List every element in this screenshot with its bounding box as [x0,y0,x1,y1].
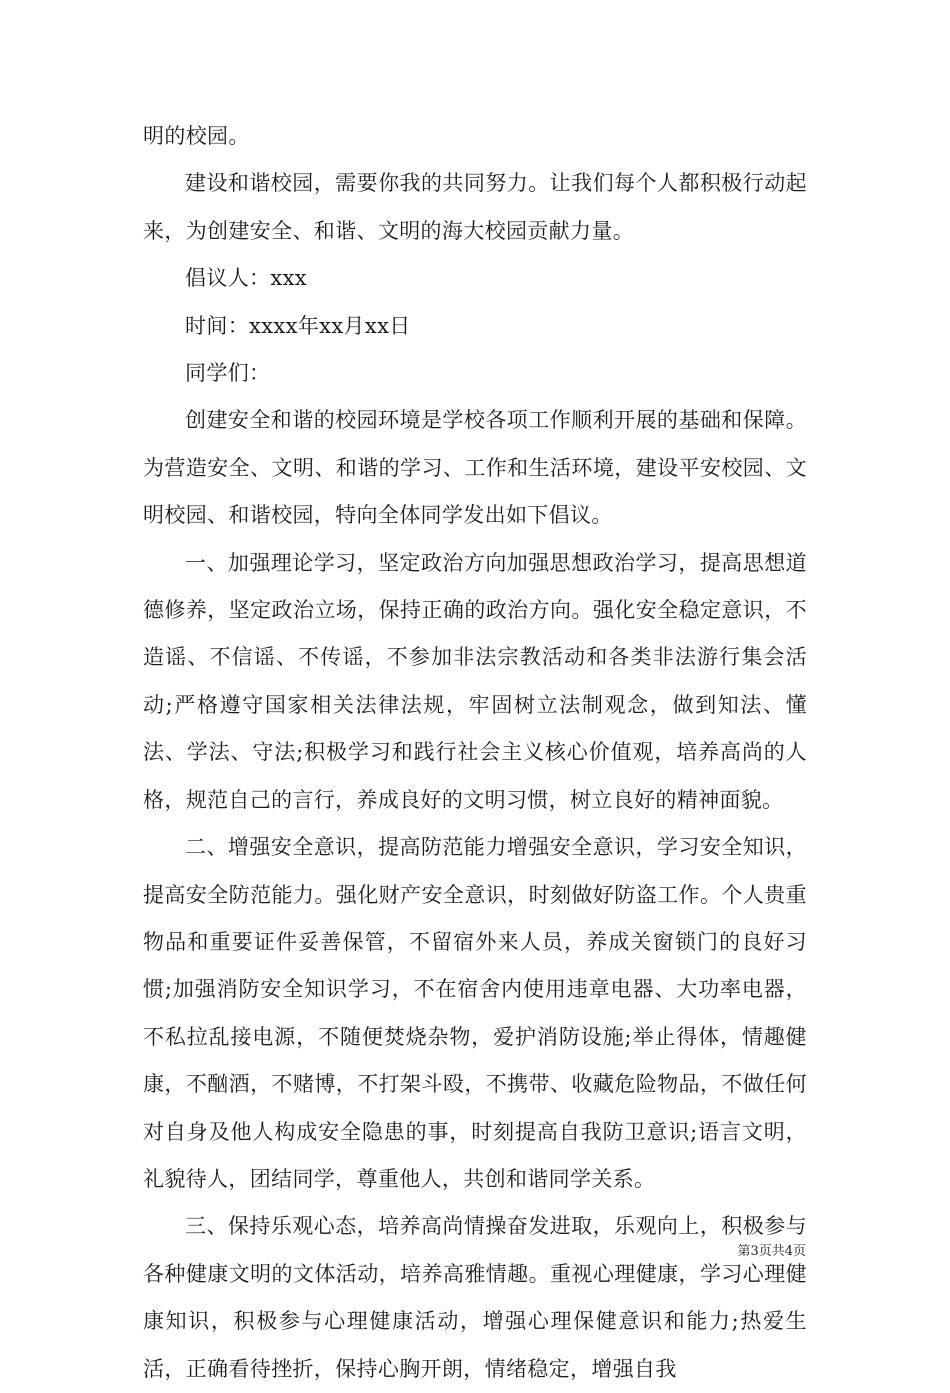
paragraph: 三、保持乐观心态，培养高尚情操奋发进取，乐观向上，积极参与各种健康文明的文体活动，培养高雅情趣。重视心理健康，学习心理健康知识，积极参与心理健康活动，增强心理保健意识和能力;热爱生活，正确看待挫折，保持心胸开朗，情绪稳定，增强自我 [143,1214,807,1381]
page-number: 第3页共4页 [737,1244,806,1259]
paragraph: 建设和谐校园，需要你我的共同努力。让我们每个人都积极行动起来，为创建安全、和谐、文明的海大校园贡献力量。 [143,171,807,243]
paragraph: 创建安全和谐的校园环境是学校各项工作顺利开展的基础和保障。为营造安全、文明、和谐的学习、工作和生活环境，建设平安校园、文明校园、和谐校园，特向全体同学发出如下倡议。 [143,408,807,528]
document-body [143,113,807,1393]
salutation: 同学们： [185,361,271,386]
paragraph: 二、增强安全意识，提高防范能力增强安全意识，学习安全知识，提高安全防范能力。强化财产安全意识，时刻做好防盗工作。个人贵重物品和重要证件妥善保管，不留宿外来人员，养成关窗锁门的良好习惯;加强消防安全知识学习，不在宿舍内使用违章电器、大功率电器，不私拉乱接电源，不随便焚烧杂物，爱护消防设施;举止得体，情趣健康，不酗酒，不赌博，不打架斗殴，不携带、收藏危险物品，不做任何对自身及他人构成安全隐患的事，时刻提高自我防卫意识;语言文明，礼貌待人，团结同学，尊重他人，共创和谐同学关系。 [143,835,807,1191]
paragraph: 一、加强理论学习，坚定政治方向加强思想政治学习，提高思想道德修养，坚定政治立场，保持正确的政治方向。强化安全稳定意识，不造谣、不信谣、不传谣，不参加非法宗教活动和各类非法游行集会活动;严格遵守国家相关法律法规，牢固树立法制观念，做到知法、懂法、学法、守法;积极学习和践行社会主义核心价值观，培养高尚的人格，规范自己的言行，养成良好的文明习惯，树立良好的精神面貌。 [143,550,807,812]
date-line: 时间：xxxx年xx月xx日 [185,313,411,338]
signature-line: 倡议人：xxx [185,266,307,291]
paragraph: 明的校园。 [143,124,250,148]
